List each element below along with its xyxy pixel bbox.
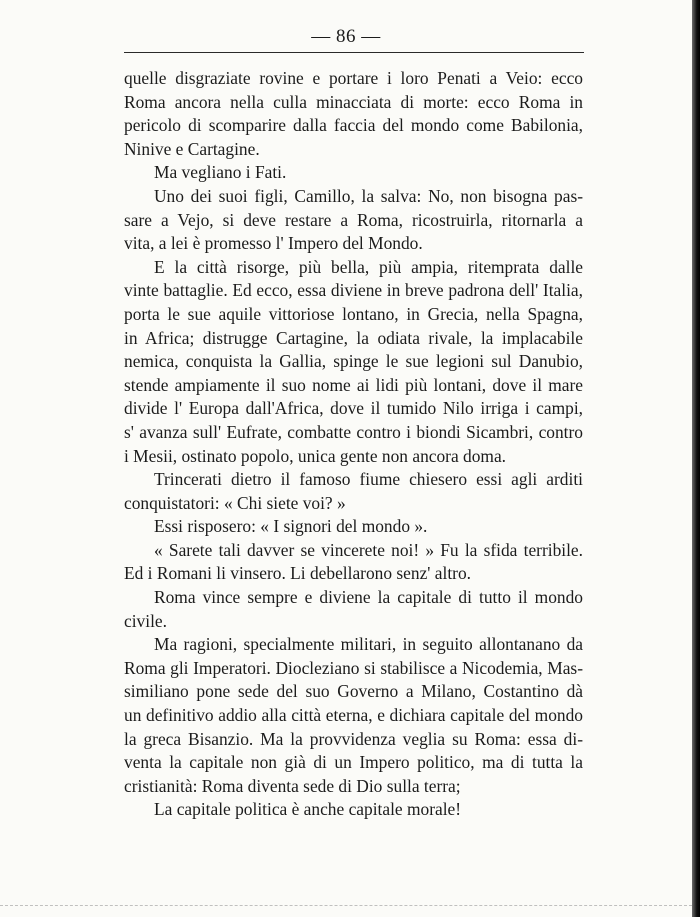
text-line: La capitale politica è anche capitale morale! [154, 799, 462, 820]
header-rule [124, 52, 584, 53]
text-line: Roma ancora nella culla minacciata di morte: ecco Roma in [124, 91, 583, 112]
text-line: s' avanza sull' Eufrate, combatte contro i biondi Sicambri, contro [124, 421, 583, 442]
text-line: Uno dei suoi figli, Camillo, la salva: No, non bisogna pas- [154, 185, 583, 206]
text-line: i Mesii, ostinato popolo, unica gente non ancora doma. [124, 445, 507, 466]
text-line: sare a Vejo, si deve restare a Roma, ricostruirla, ritornarla a [124, 209, 583, 230]
text-line: civile. [124, 610, 167, 631]
page-number: — 86 — [311, 26, 381, 47]
text-line: vita, a lei è promesso l' Impero del Mondo. [124, 233, 423, 254]
text-line: divide l' Europa dall'Africa, dove il tumido Nilo irriga i campi, [124, 398, 583, 419]
text-line: in Africa; distrugge Cartagine, la odiata rivale, la implacabile [124, 327, 583, 348]
text-line: stende ampiamente il suo nome ai lidi più lontani, dove il mare [124, 374, 583, 395]
text-line: cristianità: Roma diventa sede di Dio sulla terra; [124, 775, 461, 796]
text-line: pericolo di scomparire dalla faccia del mondo come Babilonia, [124, 115, 583, 136]
text-line: Roma gli Imperatori. Diocleziano si stabilisce a Nicodemia, Mas- [124, 657, 583, 678]
body-text [124, 67, 583, 822]
text-line: quelle disgraziate rovine e portare i loro Penati a Veio: ecco [124, 68, 583, 88]
text-line: un definitivo addio alla città eterna, e dichiara capitale del mondo [124, 705, 583, 726]
text-line: Essi risposero: « I signori del mondo ». [154, 516, 428, 537]
text-line: similiano pone sede del suo Governo a Milano, Costantino dà [124, 681, 583, 702]
text-line: Trincerati dietro il famoso fiume chiesero essi agli arditi [154, 469, 583, 490]
text-line: la greca Bisanzio. Ma la provvidenza veglia su Roma: essa di- [124, 728, 583, 749]
text-line: Ninive e Cartagine. [124, 138, 260, 159]
text-line: E la città risorge, più bella, più ampia, ritemprata dalle [154, 256, 583, 277]
text-line: conquistatori: « Chi siete voi? » [124, 492, 346, 513]
text-line: porta le sue aquile vittoriose lontano, in Grecia, nella Spagna, [124, 303, 583, 324]
text-line: « Sarete tali davver se vincerete noi! » Fu la sfida terribile. [154, 539, 583, 560]
text-line: Roma vince sempre e diviene la capitale di tutto il mondo [154, 587, 583, 608]
text-line: vinte battaglie. Ed ecco, essa diviene in breve padrona dell' Italia, [124, 280, 583, 301]
text-line: nemica, conquista la Gallia, spinge le sue legioni sul Danubio, [124, 351, 583, 372]
text-line: Ma vegliano i Fati. [154, 162, 287, 183]
book-spine-shadow [692, 0, 700, 917]
page-bottom-edge [0, 905, 692, 907]
text-line: venta la capitale non già di un Impero politico, ma di tutta la [124, 752, 583, 773]
text-line: Ed i Romani li vinsero. Li debellarono senz' altro. [124, 563, 471, 584]
text-line: Ma ragioni, specialmente militari, in seguito allontanano da [154, 634, 583, 655]
